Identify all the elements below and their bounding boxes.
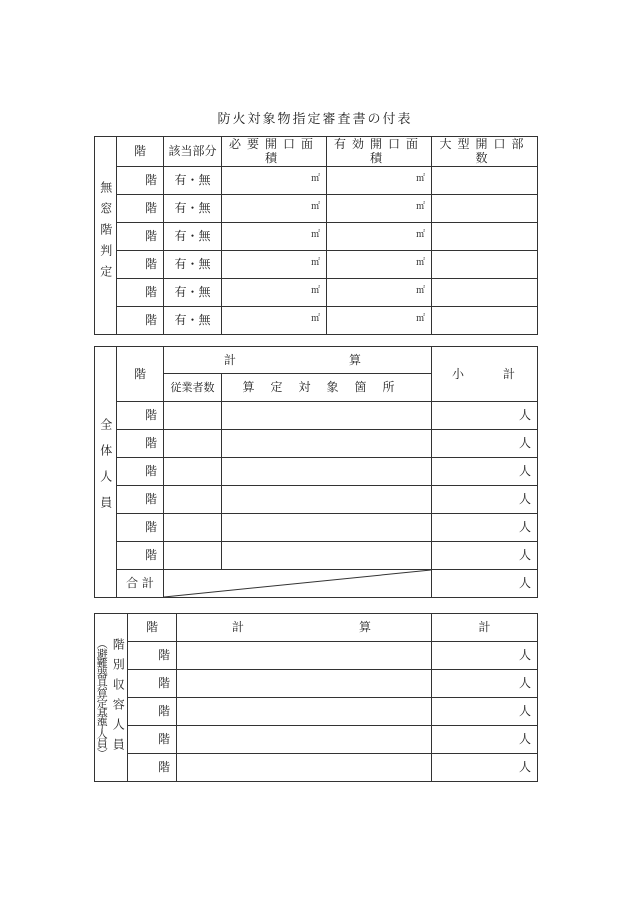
table-row (95, 430, 538, 458)
large-openings-cell[interactable] (432, 194, 538, 222)
calculation-cell[interactable] (177, 698, 432, 726)
subtotal-cell[interactable]: 人 (432, 402, 538, 430)
total-cell[interactable]: 人 (432, 698, 538, 726)
table-row (95, 542, 538, 570)
large-openings-cell[interactable] (432, 278, 538, 306)
table-row (95, 458, 538, 486)
employees-cell[interactable] (164, 486, 222, 514)
total-label: 合 計 (117, 570, 164, 598)
floor-cell[interactable]: 階 (117, 542, 164, 570)
large-openings-cell[interactable] (432, 222, 538, 250)
effective-area-cell[interactable] (327, 166, 432, 194)
target-cell[interactable] (222, 542, 432, 570)
required-area-cell[interactable] (222, 222, 327, 250)
total-occupants-table (94, 346, 538, 598)
page-title: 防火対象物指定審査書の付表 (217, 112, 413, 127)
area-unit: ㎡ (310, 202, 320, 213)
diagonal-line (164, 570, 431, 597)
table-row (95, 642, 538, 670)
floor-cell[interactable]: 階 (117, 402, 164, 430)
calculation-cell[interactable] (177, 642, 432, 670)
applicable-cell[interactable]: 有・無 (164, 278, 222, 306)
table-row (95, 194, 538, 222)
floor-cell[interactable]: 階 (117, 222, 164, 250)
area-unit: ㎡ (310, 174, 320, 185)
applicable-cell[interactable]: 有・無 (164, 194, 222, 222)
required-area-cell[interactable] (222, 306, 327, 334)
floor-occupancy-section-label: 階別収容人員 （避難器具算定基準人員） (95, 614, 128, 782)
large-openings-cell[interactable] (432, 166, 538, 194)
required-area-cell[interactable] (222, 278, 327, 306)
header-total: 計 (432, 614, 538, 642)
required-area-cell[interactable] (222, 194, 327, 222)
windowless-section-label: 無窓階判定 (95, 137, 117, 335)
effective-area-cell[interactable] (327, 278, 432, 306)
required-area-cell[interactable] (222, 250, 327, 278)
area-unit: ㎡ (415, 258, 425, 269)
effective-area-cell[interactable] (327, 194, 432, 222)
subtotal-cell[interactable]: 人 (432, 458, 538, 486)
header-calculation: 計 算 (177, 614, 432, 642)
floor-cell[interactable]: 階 (128, 698, 177, 726)
header-target: 算定対象箇所 (222, 374, 432, 402)
floor-cell[interactable]: 階 (128, 726, 177, 754)
target-cell[interactable] (222, 430, 432, 458)
header-floor: 階 (117, 347, 164, 402)
floor-cell[interactable]: 階 (117, 458, 164, 486)
table-row (95, 222, 538, 250)
floor-cell[interactable]: 階 (117, 430, 164, 458)
total-cell[interactable]: 人 (432, 642, 538, 670)
total-cell[interactable]: 人 (432, 726, 538, 754)
required-area-cell[interactable] (222, 166, 327, 194)
header-floor: 階 (117, 137, 164, 167)
total-occupants-section-label: 全体人員 (95, 347, 117, 598)
employees-cell[interactable] (164, 430, 222, 458)
applicable-cell[interactable]: 有・無 (164, 222, 222, 250)
area-unit: ㎡ (310, 286, 320, 297)
calculation-cell[interactable] (177, 670, 432, 698)
target-cell[interactable] (222, 514, 432, 542)
effective-area-cell[interactable] (327, 306, 432, 334)
floor-cell[interactable]: 階 (117, 514, 164, 542)
section-note: （避難器具算定基準人員） (95, 637, 109, 758)
floor-cell[interactable]: 階 (117, 194, 164, 222)
calculation-cell[interactable] (177, 754, 432, 782)
subtotal-cell[interactable]: 人 (432, 486, 538, 514)
header-required-area: 必要開口面積 (222, 137, 327, 167)
grand-total-cell[interactable]: 人 (432, 570, 538, 598)
header-subtotal: 小 計 (432, 347, 538, 402)
calculation-cell[interactable] (177, 726, 432, 754)
employees-cell[interactable] (164, 402, 222, 430)
header-calculation: 計 算 (164, 347, 432, 374)
table-row (95, 402, 538, 430)
area-unit: ㎡ (310, 230, 320, 241)
large-openings-cell[interactable] (432, 250, 538, 278)
area-unit: ㎡ (310, 258, 320, 269)
table-row (95, 726, 538, 754)
employees-cell[interactable] (164, 514, 222, 542)
total-cell[interactable]: 人 (432, 670, 538, 698)
header-applicable: 該当部分 (164, 137, 222, 167)
area-unit: ㎡ (415, 174, 425, 185)
table-row (95, 698, 538, 726)
area-unit: ㎡ (415, 202, 425, 213)
area-unit: ㎡ (415, 230, 425, 241)
area-unit: ㎡ (310, 314, 320, 325)
table-row (95, 166, 538, 194)
header-employees: 従業者数 (164, 374, 222, 402)
applicable-cell[interactable]: 有・無 (164, 306, 222, 334)
header-effective-area: 有効開口面積 (327, 137, 432, 167)
table-row (95, 754, 538, 782)
area-unit: ㎡ (415, 286, 425, 297)
floor-occupancy-table (94, 613, 538, 782)
large-openings-cell[interactable] (432, 306, 538, 334)
effective-area-cell[interactable] (327, 250, 432, 278)
table-row (95, 670, 538, 698)
table-row (95, 486, 538, 514)
subtotal-cell[interactable]: 人 (432, 542, 538, 570)
total-diagonal-cell (164, 570, 432, 598)
total-cell[interactable]: 人 (432, 754, 538, 782)
floor-cell[interactable]: 階 (117, 166, 164, 194)
employees-cell[interactable] (164, 458, 222, 486)
floor-cell[interactable]: 階 (128, 754, 177, 782)
employees-cell[interactable] (164, 542, 222, 570)
target-cell[interactable] (222, 486, 432, 514)
table-row (95, 306, 538, 334)
table-row (95, 250, 538, 278)
total-row (95, 570, 538, 598)
effective-area-cell[interactable] (327, 222, 432, 250)
subtotal-cell[interactable]: 人 (432, 514, 538, 542)
target-cell[interactable] (222, 402, 432, 430)
floor-cell[interactable]: 階 (128, 642, 177, 670)
floor-cell[interactable]: 階 (117, 306, 164, 334)
floor-cell[interactable]: 階 (117, 278, 164, 306)
floor-cell[interactable]: 階 (128, 670, 177, 698)
target-cell[interactable] (222, 458, 432, 486)
table-row (95, 514, 538, 542)
header-large-openings: 大型開口部数 (432, 137, 538, 167)
floor-cell[interactable]: 階 (117, 250, 164, 278)
subtotal-cell[interactable]: 人 (432, 430, 538, 458)
header-floor: 階 (128, 614, 177, 642)
table-row (95, 278, 538, 306)
floor-cell[interactable]: 階 (117, 486, 164, 514)
windowless-floor-table (94, 136, 538, 335)
area-unit: ㎡ (415, 314, 425, 325)
applicable-cell[interactable]: 有・無 (164, 250, 222, 278)
applicable-cell[interactable]: 有・無 (164, 166, 222, 194)
